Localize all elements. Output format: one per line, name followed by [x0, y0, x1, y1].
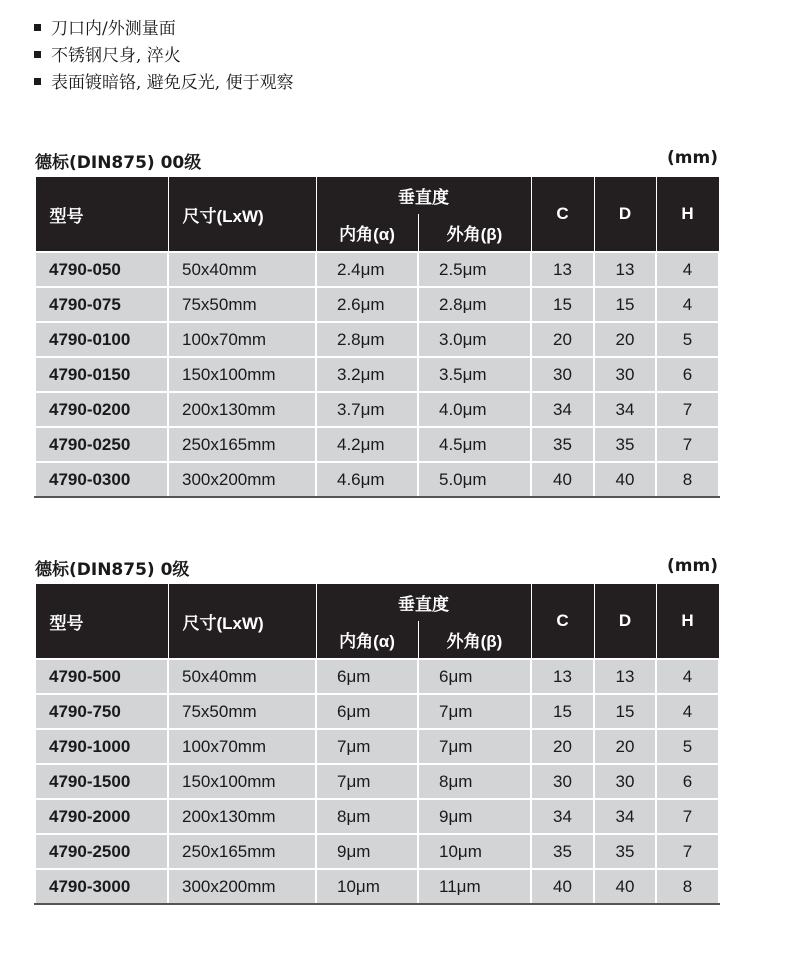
c-cell: 13: [531, 659, 594, 694]
d-cell: 30: [594, 357, 656, 392]
outer-angle-cell: 7μm: [418, 694, 531, 729]
header-h: H: [656, 584, 719, 660]
size-cell: 100x70mm: [168, 729, 316, 764]
table-row: [35, 729, 719, 764]
header-size: 尺寸(LxW): [168, 584, 316, 660]
inner-angle-cell: 7μm: [316, 764, 418, 799]
model-cell: 4790-750: [35, 694, 168, 729]
d-cell: 13: [594, 659, 656, 694]
inner-angle-cell: 3.7μm: [316, 392, 418, 427]
size-cell: 300x200mm: [168, 462, 316, 497]
model-cell: 4790-0150: [35, 357, 168, 392]
table-row: [35, 764, 719, 799]
table-row: [35, 659, 719, 694]
header-size: 尺寸(LxW): [168, 177, 316, 253]
table-row: [35, 799, 719, 834]
feature-text: 刀口内/外测量面: [51, 19, 176, 39]
inner-angle-cell: 2.6μm: [316, 287, 418, 322]
d-cell: 15: [594, 694, 656, 729]
feature-text: 表面镀暗铬, 避免反光, 便于观察: [51, 73, 294, 93]
table-title-00: 德标(DIN875) 00级: [35, 153, 202, 173]
h-cell: 7: [656, 834, 719, 869]
header-perpendicularity: 垂直度: [316, 584, 531, 622]
inner-angle-cell: 4.2μm: [316, 427, 418, 462]
h-cell: 4: [656, 694, 719, 729]
c-cell: 30: [531, 764, 594, 799]
outer-angle-cell: 2.5μm: [418, 252, 531, 287]
c-cell: 13: [531, 252, 594, 287]
c-cell: 20: [531, 322, 594, 357]
inner-angle-cell: 7μm: [316, 729, 418, 764]
c-cell: 30: [531, 357, 594, 392]
model-cell: 4790-500: [35, 659, 168, 694]
size-cell: 50x40mm: [168, 659, 316, 694]
header-d: D: [594, 177, 656, 253]
feature-list: [34, 16, 294, 97]
h-cell: 8: [656, 462, 719, 497]
c-cell: 34: [531, 392, 594, 427]
model-cell: 4790-050: [35, 252, 168, 287]
outer-angle-cell: 2.8μm: [418, 287, 531, 322]
table-row: [35, 427, 719, 462]
outer-angle-cell: 9μm: [418, 799, 531, 834]
header-c: C: [531, 177, 594, 253]
header-h: H: [656, 177, 719, 253]
outer-angle-cell: 4.5μm: [418, 427, 531, 462]
h-cell: 8: [656, 869, 719, 904]
h-cell: 7: [656, 392, 719, 427]
size-cell: 75x50mm: [168, 694, 316, 729]
header-model: 型号: [35, 177, 168, 253]
h-cell: 5: [656, 729, 719, 764]
c-cell: 15: [531, 694, 594, 729]
d-cell: 35: [594, 427, 656, 462]
inner-angle-cell: 3.2μm: [316, 357, 418, 392]
feature-item: [34, 70, 294, 97]
header-outer-angle: 外角(β): [418, 214, 531, 252]
table-row: [35, 252, 719, 287]
model-cell: 4790-1500: [35, 764, 168, 799]
c-cell: 15: [531, 287, 594, 322]
c-cell: 20: [531, 729, 594, 764]
d-cell: 35: [594, 834, 656, 869]
outer-angle-cell: 5.0μm: [418, 462, 531, 497]
table-row: [35, 869, 719, 904]
d-cell: 40: [594, 462, 656, 497]
size-cell: 50x40mm: [168, 252, 316, 287]
table-row: [35, 462, 719, 497]
model-cell: 4790-0250: [35, 427, 168, 462]
h-cell: 6: [656, 764, 719, 799]
model-cell: 4790-2000: [35, 799, 168, 834]
outer-angle-cell: 8μm: [418, 764, 531, 799]
spec-table-00: [34, 176, 720, 498]
model-cell: 4790-3000: [35, 869, 168, 904]
h-cell: 7: [656, 427, 719, 462]
c-cell: 40: [531, 869, 594, 904]
d-cell: 13: [594, 252, 656, 287]
c-cell: 34: [531, 799, 594, 834]
outer-angle-cell: 3.0μm: [418, 322, 531, 357]
h-cell: 4: [656, 287, 719, 322]
inner-angle-cell: 6μm: [316, 694, 418, 729]
header-inner-angle: 内角(α): [316, 214, 418, 252]
bullet-square-icon: [34, 24, 41, 31]
inner-angle-cell: 6μm: [316, 659, 418, 694]
table-title-0: 德标(DIN875) 0级: [35, 560, 190, 580]
h-cell: 7: [656, 799, 719, 834]
size-cell: 75x50mm: [168, 287, 316, 322]
model-cell: 4790-1000: [35, 729, 168, 764]
outer-angle-cell: 11μm: [418, 869, 531, 904]
header-perpendicularity: 垂直度: [316, 177, 531, 215]
size-cell: 150x100mm: [168, 764, 316, 799]
table-row: [35, 834, 719, 869]
table-row: [35, 357, 719, 392]
inner-angle-cell: 4.6μm: [316, 462, 418, 497]
table-row: [35, 392, 719, 427]
table-row: [35, 287, 719, 322]
outer-angle-cell: 10μm: [418, 834, 531, 869]
header-d: D: [594, 584, 656, 660]
d-cell: 34: [594, 392, 656, 427]
model-cell: 4790-0300: [35, 462, 168, 497]
header-model: 型号: [35, 584, 168, 660]
feature-text: 不锈钢尺身, 淬火: [51, 46, 181, 66]
h-cell: 5: [656, 322, 719, 357]
size-cell: 250x165mm: [168, 427, 316, 462]
d-cell: 20: [594, 729, 656, 764]
spec-table-0: [34, 583, 720, 905]
inner-angle-cell: 2.8μm: [316, 322, 418, 357]
outer-angle-cell: 4.0μm: [418, 392, 531, 427]
feature-item: [34, 43, 294, 70]
header-inner-angle: 内角(α): [316, 621, 418, 659]
size-cell: 100x70mm: [168, 322, 316, 357]
d-cell: 15: [594, 287, 656, 322]
bullet-square-icon: [34, 51, 41, 58]
c-cell: 35: [531, 834, 594, 869]
model-cell: 4790-2500: [35, 834, 168, 869]
outer-angle-cell: 3.5μm: [418, 357, 531, 392]
h-cell: 4: [656, 659, 719, 694]
table-row: [35, 694, 719, 729]
model-cell: 4790-0100: [35, 322, 168, 357]
header-c: C: [531, 584, 594, 660]
inner-angle-cell: 8μm: [316, 799, 418, 834]
header-outer-angle: 外角(β): [418, 621, 531, 659]
table-row: [35, 322, 719, 357]
outer-angle-cell: 6μm: [418, 659, 531, 694]
d-cell: 20: [594, 322, 656, 357]
inner-angle-cell: 9μm: [316, 834, 418, 869]
size-cell: 300x200mm: [168, 869, 316, 904]
size-cell: 250x165mm: [168, 834, 316, 869]
d-cell: 40: [594, 869, 656, 904]
feature-item: [34, 16, 294, 43]
bullet-square-icon: [34, 78, 41, 85]
size-cell: 150x100mm: [168, 357, 316, 392]
inner-angle-cell: 10μm: [316, 869, 418, 904]
table-body: [35, 252, 719, 497]
c-cell: 40: [531, 462, 594, 497]
h-cell: 6: [656, 357, 719, 392]
unit-label: (mm): [667, 556, 718, 576]
d-cell: 30: [594, 764, 656, 799]
size-cell: 200x130mm: [168, 392, 316, 427]
outer-angle-cell: 7μm: [418, 729, 531, 764]
d-cell: 34: [594, 799, 656, 834]
h-cell: 4: [656, 252, 719, 287]
model-cell: 4790-0200: [35, 392, 168, 427]
table-body: [35, 659, 719, 904]
unit-label: (mm): [667, 148, 718, 168]
size-cell: 200x130mm: [168, 799, 316, 834]
c-cell: 35: [531, 427, 594, 462]
inner-angle-cell: 2.4μm: [316, 252, 418, 287]
model-cell: 4790-075: [35, 287, 168, 322]
